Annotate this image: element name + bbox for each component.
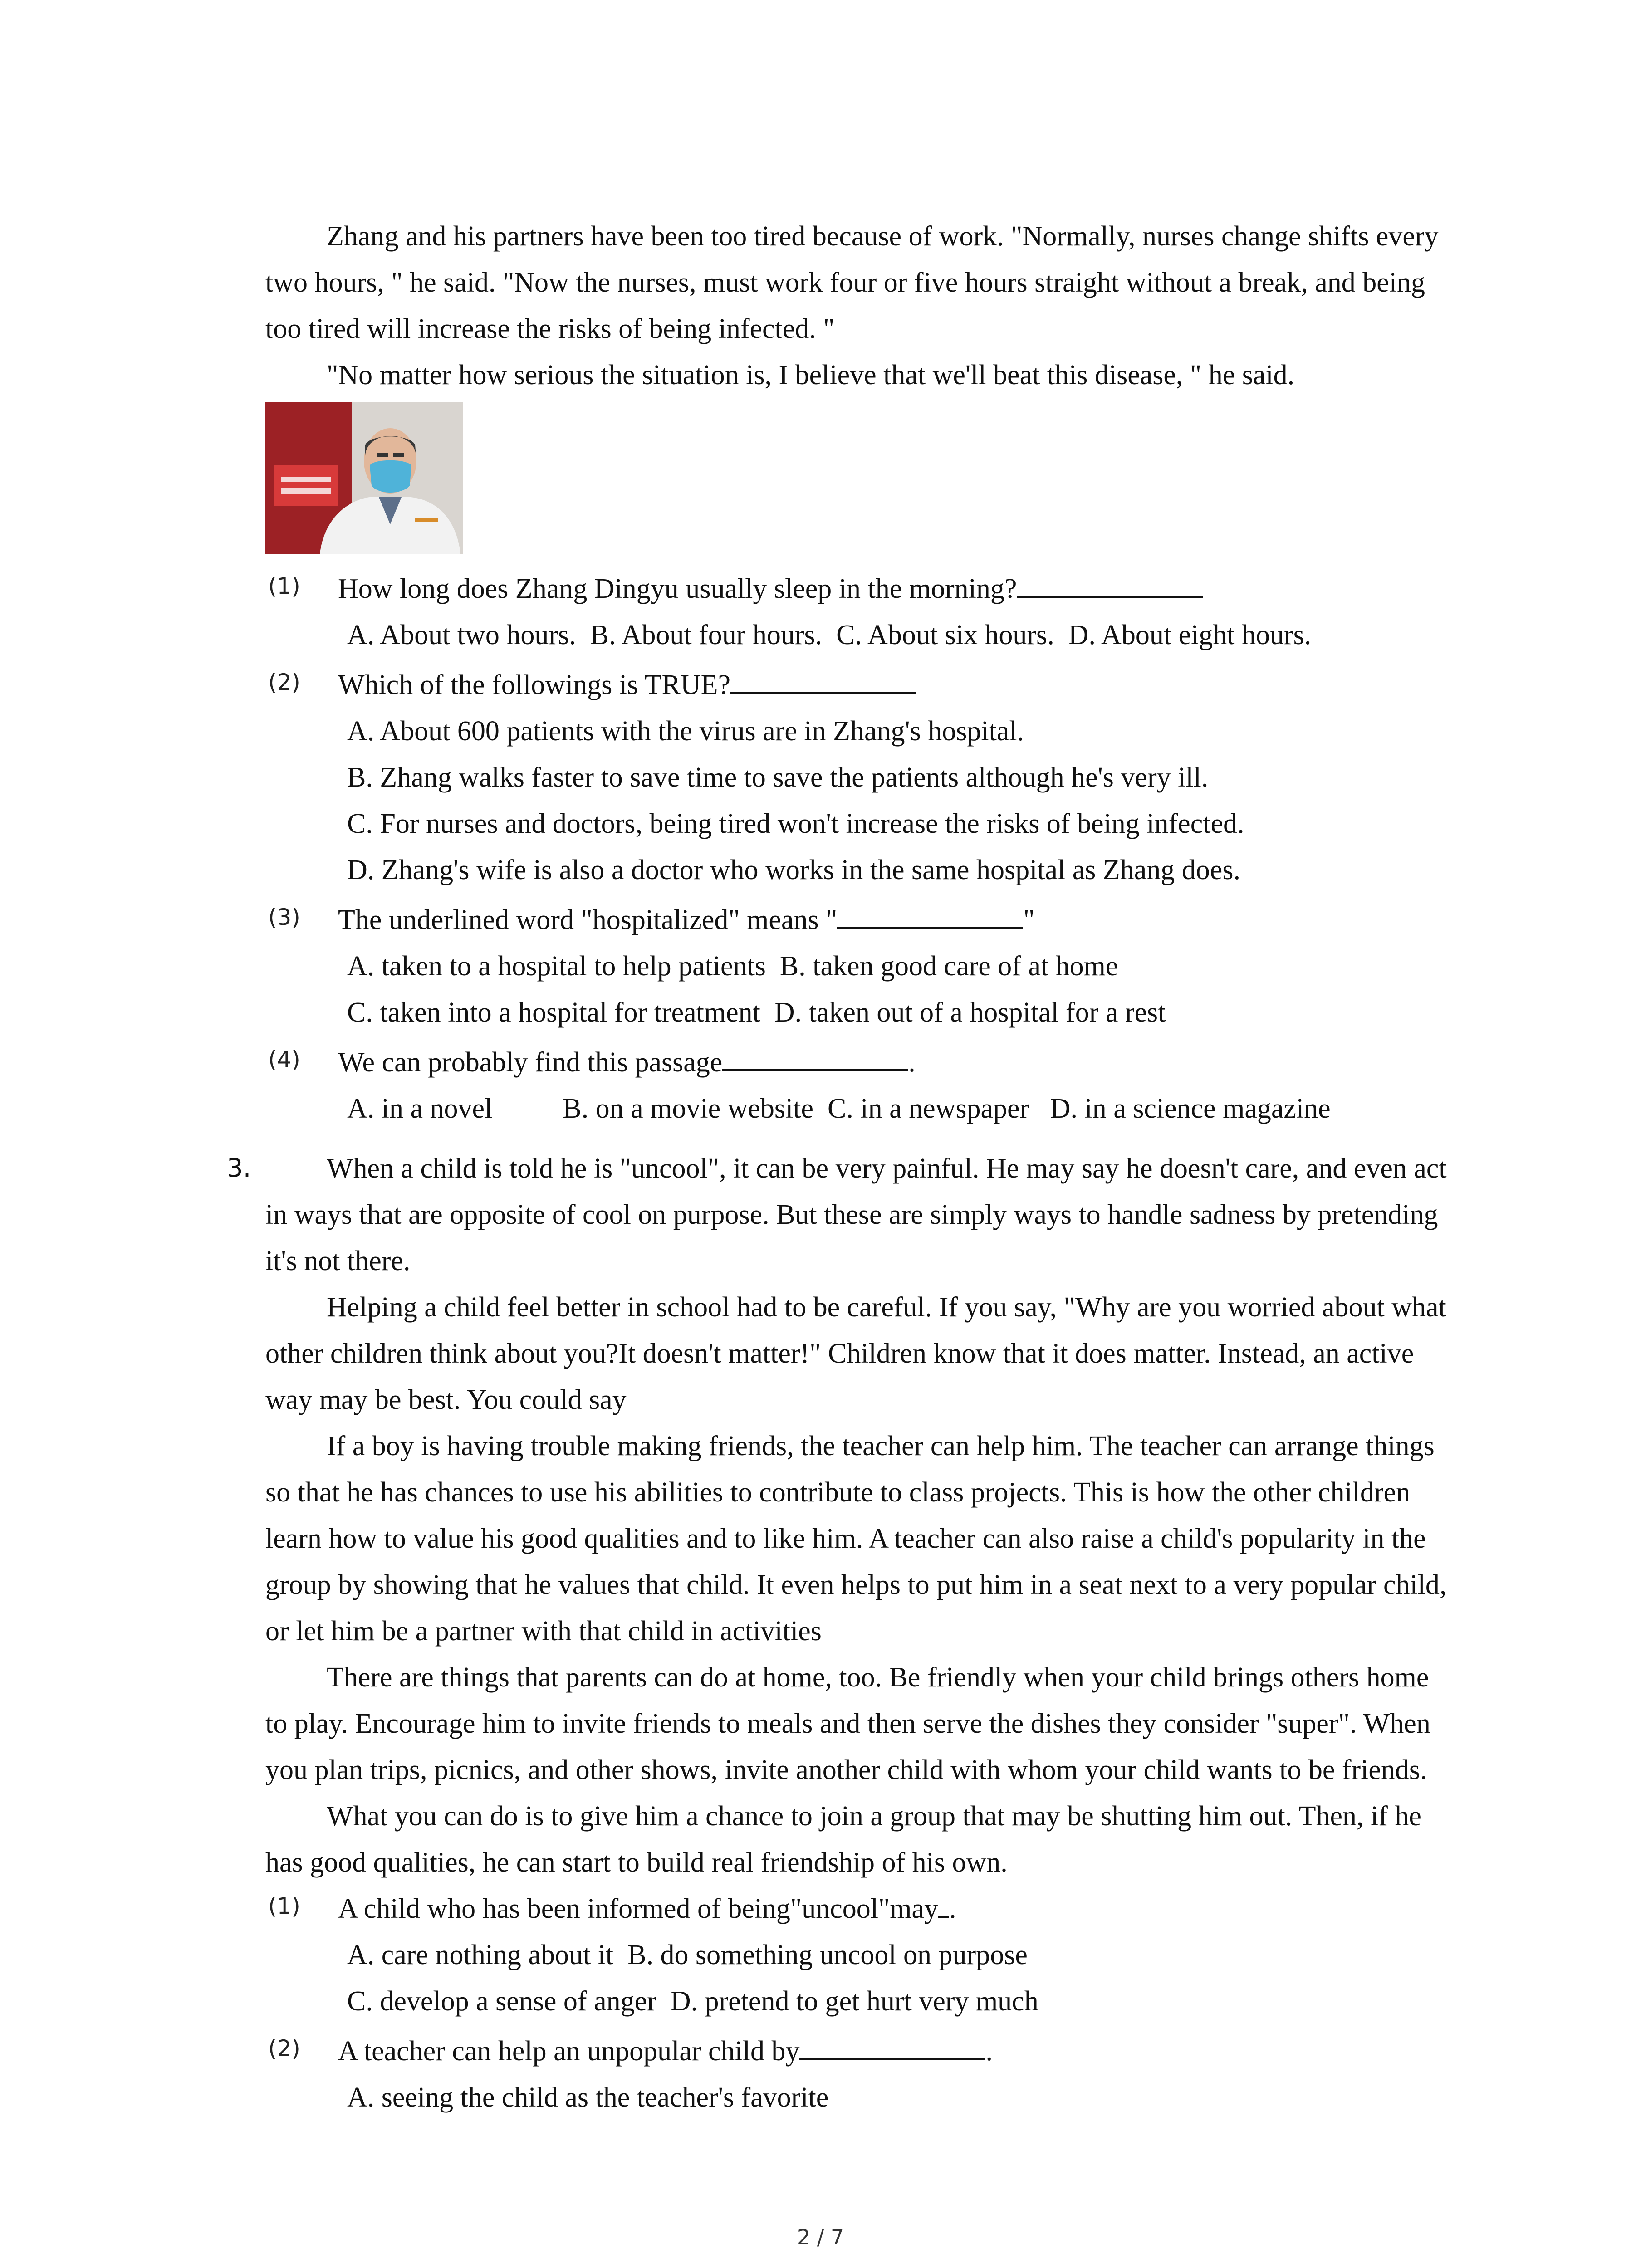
question-number: (3) (268, 904, 300, 930)
page-number: 2 / 7 (797, 2225, 844, 2249)
question-stem: We can probably find this passage (338, 1047, 723, 1078)
options-line: A. seeing the child as the teacher's favorite (347, 2082, 829, 2113)
question-number: (2) (268, 2035, 300, 2062)
question-number: (4) (268, 1046, 300, 1073)
options-line: C. develop a sense of anger D. pretend to get hurt very much (347, 1986, 1038, 2017)
section-number: 3. (227, 1154, 251, 1183)
section-3 (227, 1145, 1454, 2121)
paragraph: "No matter how serious the situation is, I believe that we'll beat this disease, " he said. (327, 360, 1295, 391)
paragraph: Helping a child feel better in school had to be careful. If you say, "Why are you worried about what other children think about you?It doesn't matter!" Children know that it does matter. Instead, an active way may be best. You could say (265, 1292, 1446, 1415)
doctor-photo (265, 402, 463, 554)
question (265, 662, 1454, 708)
question-stem: How long does Zhang Dingyu usually sleep in the morning? (338, 573, 1017, 604)
question-stem: A child who has been informed of being"uncool"may (338, 1893, 939, 1924)
paragraph: Zhang and his partners have been too tired because of work. "Normally, nurses change shifts every two hours, " he said. "Now the nurses, must work four or five hours straight without a break, and being too tired will increase the risks of being infected. " (265, 221, 1439, 344)
options-line: C. taken into a hospital for treatment D. taken out of a hospital for a rest (347, 997, 1166, 1028)
answer-blank[interactable] (799, 2030, 985, 2060)
paragraph: When a child is told he is "uncool", it can be very painful. He may say he doesn't care, and even act in ways that are opposite of cool on purpose. But these are simply ways to handle sadness by pretending it's not there. (265, 1153, 1447, 1276)
option-b: B. Zhang walks faster to save time to save the patients although he's very ill. (347, 762, 1209, 793)
answer-blank[interactable] (837, 899, 1023, 929)
question (265, 1886, 1454, 1932)
paragraph: What you can do is to give him a chance to join a group that may be shutting him out. Then, if he has good qualities, he can start to build real friendship of his own. (265, 1801, 1421, 1878)
question (265, 566, 1454, 612)
options-line: A. About two hours. B. About four hours. C. About six hours. D. About eight hours. (347, 620, 1312, 650)
paragraph: There are things that parents can do at home, too. Be friendly when your child brings others home to play. Encourage him to invite friends to meals and then serve the dishes they consider "super". When you plan trips, picnics, and other shows, invite another child with whom your child wants to be friends. (265, 1662, 1430, 1785)
question-number: (1) (268, 1893, 300, 1919)
question-tail: . (949, 1893, 956, 1924)
answer-blank[interactable] (730, 664, 916, 694)
options-line: A. in a novel B. on a movie website C. in a newspaper D. in a science magazine (347, 1093, 1331, 1124)
question-number: (1) (268, 573, 300, 599)
question-number: (2) (268, 669, 300, 695)
answer-blank[interactable] (722, 1041, 908, 1071)
options-line: A. care nothing about it B. do something uncool on purpose (347, 1940, 1028, 1970)
doctor-photo-icon (265, 402, 463, 554)
option-d: D. Zhang's wife is also a doctor who works in the same hospital as Zhang does. (347, 855, 1240, 885)
question (265, 2028, 1454, 2074)
question (265, 1039, 1454, 1085)
answer-blank[interactable] (938, 1887, 949, 1918)
question-stem: Which of the followings is TRUE? (338, 670, 731, 700)
option-c: C. For nurses and doctors, being tired won't increase the risks of being infected. (347, 808, 1244, 839)
option-a: A. About 600 patients with the virus are in Zhang's hospital. (347, 716, 1024, 747)
answer-blank[interactable] (1017, 567, 1203, 598)
question-tail: . (985, 2036, 993, 2067)
question-tail: " (1023, 904, 1035, 935)
question-stem: The underlined word "hospitalized" means " (338, 904, 838, 935)
question-group (265, 566, 1454, 1132)
question-tail: . (908, 1047, 916, 1078)
paragraph: If a boy is having trouble making friends, the teacher can help him. The teacher can arrange things so that he has chances to use his abilities to contribute to class projects. This is how the other children learn how to value his good qualities and to like him. A teacher can also raise a child's popularity in the group by showing that he values that child. It even helps to put him in a seat next to a very popular child, or let him be a partner with that child in activities (265, 1431, 1447, 1647)
content-column (227, 213, 1454, 2121)
options-line: A. taken to a hospital to help patients B. taken good care of at home (347, 951, 1118, 982)
question (265, 897, 1454, 943)
question-stem: A teacher can help an unpopular child by (338, 2036, 800, 2067)
